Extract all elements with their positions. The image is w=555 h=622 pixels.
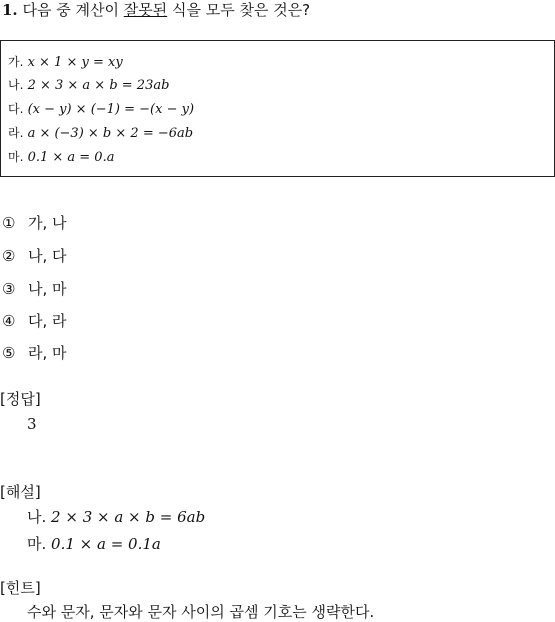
box-item-expr: (x − y) × (−1) = −(x − y) [27,102,195,117]
box-item-expr: 2 × 3 × a × b = 23ab [27,78,170,93]
box-item-label: 라. [8,126,24,140]
choice-1[interactable] [2,213,67,233]
choice-text: 다, 라 [28,312,67,330]
box-item-da [8,101,194,118]
explanation-title: [해설] [0,483,41,501]
choice-mark: ② [2,247,16,265]
question-header [2,0,310,20]
box-item-ma [8,149,114,166]
choice-mark: ③ [2,280,16,298]
condition-box [0,40,555,177]
box-item-label: 나. [8,78,24,92]
hint-text: 수와 문자, 문자와 문자 사이의 곱셈 기호는 생략한다. [27,603,375,621]
choice-text: 나, 다 [28,247,67,265]
choice-mark: ④ [2,312,16,330]
explanation-expr: 0.1 × a = 0.1a [51,535,161,553]
choice-4[interactable] [2,311,67,331]
box-item-label: 마. [8,150,24,164]
choice-2[interactable] [2,246,67,266]
explanation-expr: 2 × 3 × a × b = 6ab [51,508,206,526]
box-item-ga [8,54,123,71]
question-number: 1. [2,1,18,19]
question-text-underlined: 잘못된 [123,1,168,19]
box-item-label: 가. [8,55,24,69]
box-item-label: 다. [8,102,24,116]
explanation-line-1 [27,507,205,527]
box-item-expr: 0.1 × a = 0.a [27,150,115,165]
box-item-expr: a × (−3) × b × 2 = −6ab [27,126,194,141]
answer-value: 3 [27,415,37,433]
choice-5[interactable] [2,343,67,363]
answer-title: [정답] [0,390,41,408]
choice-text: 가, 나 [28,214,67,232]
choice-mark: ① [2,214,16,232]
choice-text: 나, 마 [28,280,67,298]
explanation-label: 마. [27,535,47,553]
explanation-line-2 [27,534,161,554]
question-text-before: 다음 중 계산이 [22,1,124,19]
choice-mark: ⑤ [2,344,16,362]
explanation-label: 나. [27,508,47,526]
question-text-after: 식을 모두 찾은 것은? [167,1,311,19]
hint-title: [힌트] [0,579,41,597]
box-item-expr: x × 1 × y = xy [27,55,123,70]
box-item-na [8,77,169,94]
box-item-ra [8,125,193,142]
choice-text: 라, 마 [28,344,67,362]
choice-3[interactable] [2,279,67,299]
